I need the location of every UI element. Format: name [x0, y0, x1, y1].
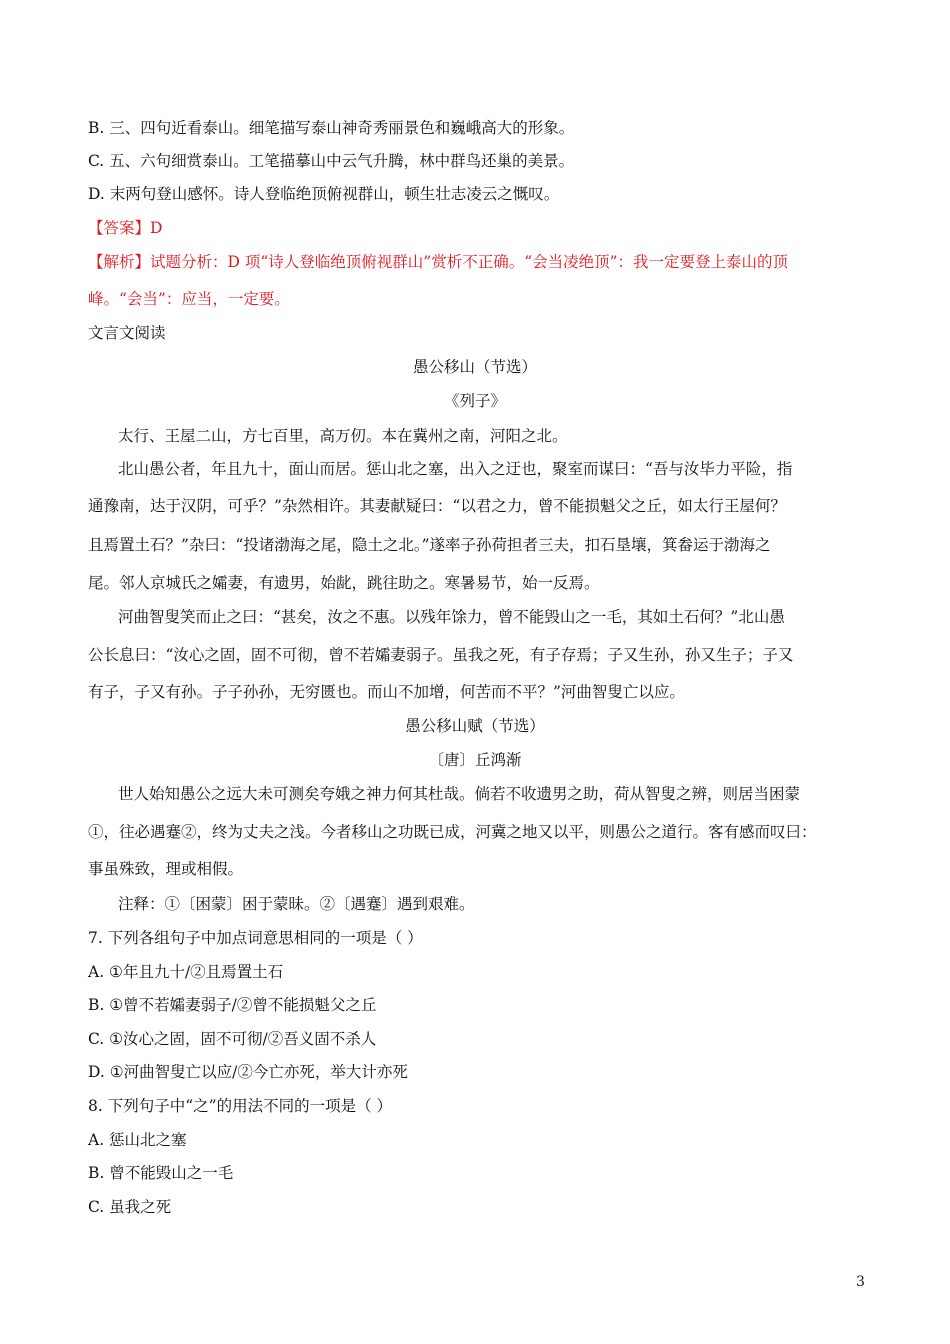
question-7-option-b: B. ①曾不若孀妻弱子/②曾不能损魁父之丘 [88, 996, 377, 1014]
question-7-stem: 7. 下列各组句子中加点词意思相同的一项是（ ） [88, 929, 423, 947]
section-title: 文言文阅读 [88, 324, 166, 342]
text1-line: 太行、王屋二山，方七百里，高万仞。本在冀州之南，河阳之北。 [118, 427, 568, 445]
answer-label: 【答案】D [88, 219, 163, 237]
text1-line: 尾。邻人京城氏之孀妻，有遗男，始龀，跳往助之。寒暑易节，始一反焉。 [88, 574, 600, 592]
option-d-prev: D. 末两句登山感怀。诗人登临绝顶俯视群山，顿生壮志凌云之慨叹。 [88, 185, 560, 203]
text2-title: 愚公移山赋（节选） [405, 717, 545, 735]
text2-author: 〔唐〕丘鸿渐 [428, 751, 522, 769]
text1-line: 河曲智叟笑而止之曰：“甚矣，汝之不惠。以残年馀力，曾不能毁山之一毛，其如土石何？”北山愚 [118, 608, 785, 626]
text1-line: 有子，子又有孙。子子孙孙，无穷匮也。而山不加增，何苦而不平？”河曲智叟亡以应。 [88, 683, 685, 701]
option-b-prev: B. 三、四句近看泰山。细笔描写泰山神奇秀丽景色和巍峨高大的形象。 [88, 119, 575, 137]
option-c-prev: C. 五、六句细赏泰山。工笔描摹山中云气升腾，林中群鸟还巢的美景。 [88, 152, 575, 170]
text1-author: 《列子》 [443, 392, 506, 410]
text1-line: 且焉置土石？”杂曰：“投诸渤海之尾，隐土之北。”遂率子孙荷担者三夫，扣石垦壤，箕畚运于渤海之 [88, 536, 771, 554]
text2-notes: 注释：①〔困蒙〕困于蒙昧。②〔遇蹇〕遇到艰难。 [118, 895, 475, 913]
text2-line: ①，往必遇蹇②，终为丈夫之浅。今者移山之功既已成，河冀之地又以平，则愚公之道行。客有感而叹曰： [88, 823, 817, 841]
analysis-line-1: 【解析】试题分析：D 项“诗人登临绝顶俯视群山”赏析不正确。“会当凌绝顶”：我一定要登上泰山的顶 [88, 253, 789, 271]
text2-line: 事虽殊致，理或相假。 [88, 860, 244, 878]
text1-line: 北山愚公者，年且九十，面山而居。惩山北之塞，出入之迂也，聚室而谋曰：“吾与汝毕力平险，指 [118, 460, 793, 478]
question-8-option-c: C. 虽我之死 [88, 1198, 172, 1216]
text1-title: 愚公移山（节选） [412, 358, 537, 376]
analysis-line-2: 峰。“会当”：应当，一定要。 [88, 290, 290, 308]
question-7-option-c: C. ①汝心之固，固不可彻/②吾义固不杀人 [88, 1030, 377, 1048]
question-7-option-d: D. ①河曲智叟亡以应/②今亡亦死，举大计亦死 [88, 1063, 408, 1081]
text1-line: 通豫南，达于汉阴，可乎？”杂然相许。其妻献疑曰：“以君之力，曾不能损魁父之丘，如太行王屋何？ [88, 497, 786, 515]
question-8-option-a: A. 惩山北之塞 [88, 1131, 187, 1149]
text1-line: 公长息曰：“汝心之固，固不可彻，曾不若孀妻弱子。虽我之死，有子存焉；子又生孙，孙又生子；子又 [88, 646, 794, 664]
question-8-option-b: B. 曾不能毁山之一毛 [88, 1164, 234, 1182]
question-8-stem: 8. 下列句子中“之”的用法不同的一项是（ ） [88, 1097, 392, 1115]
question-7-option-a: A. ①年且九十/②且焉置土石 [88, 963, 284, 981]
page-number: 3 [856, 1274, 865, 1290]
text2-line: 世人始知愚公之远大未可测矣夸娥之神力何其杜哉。倘若不收遗男之助，荷从智叟之辨，则居当困蒙 [118, 785, 801, 803]
